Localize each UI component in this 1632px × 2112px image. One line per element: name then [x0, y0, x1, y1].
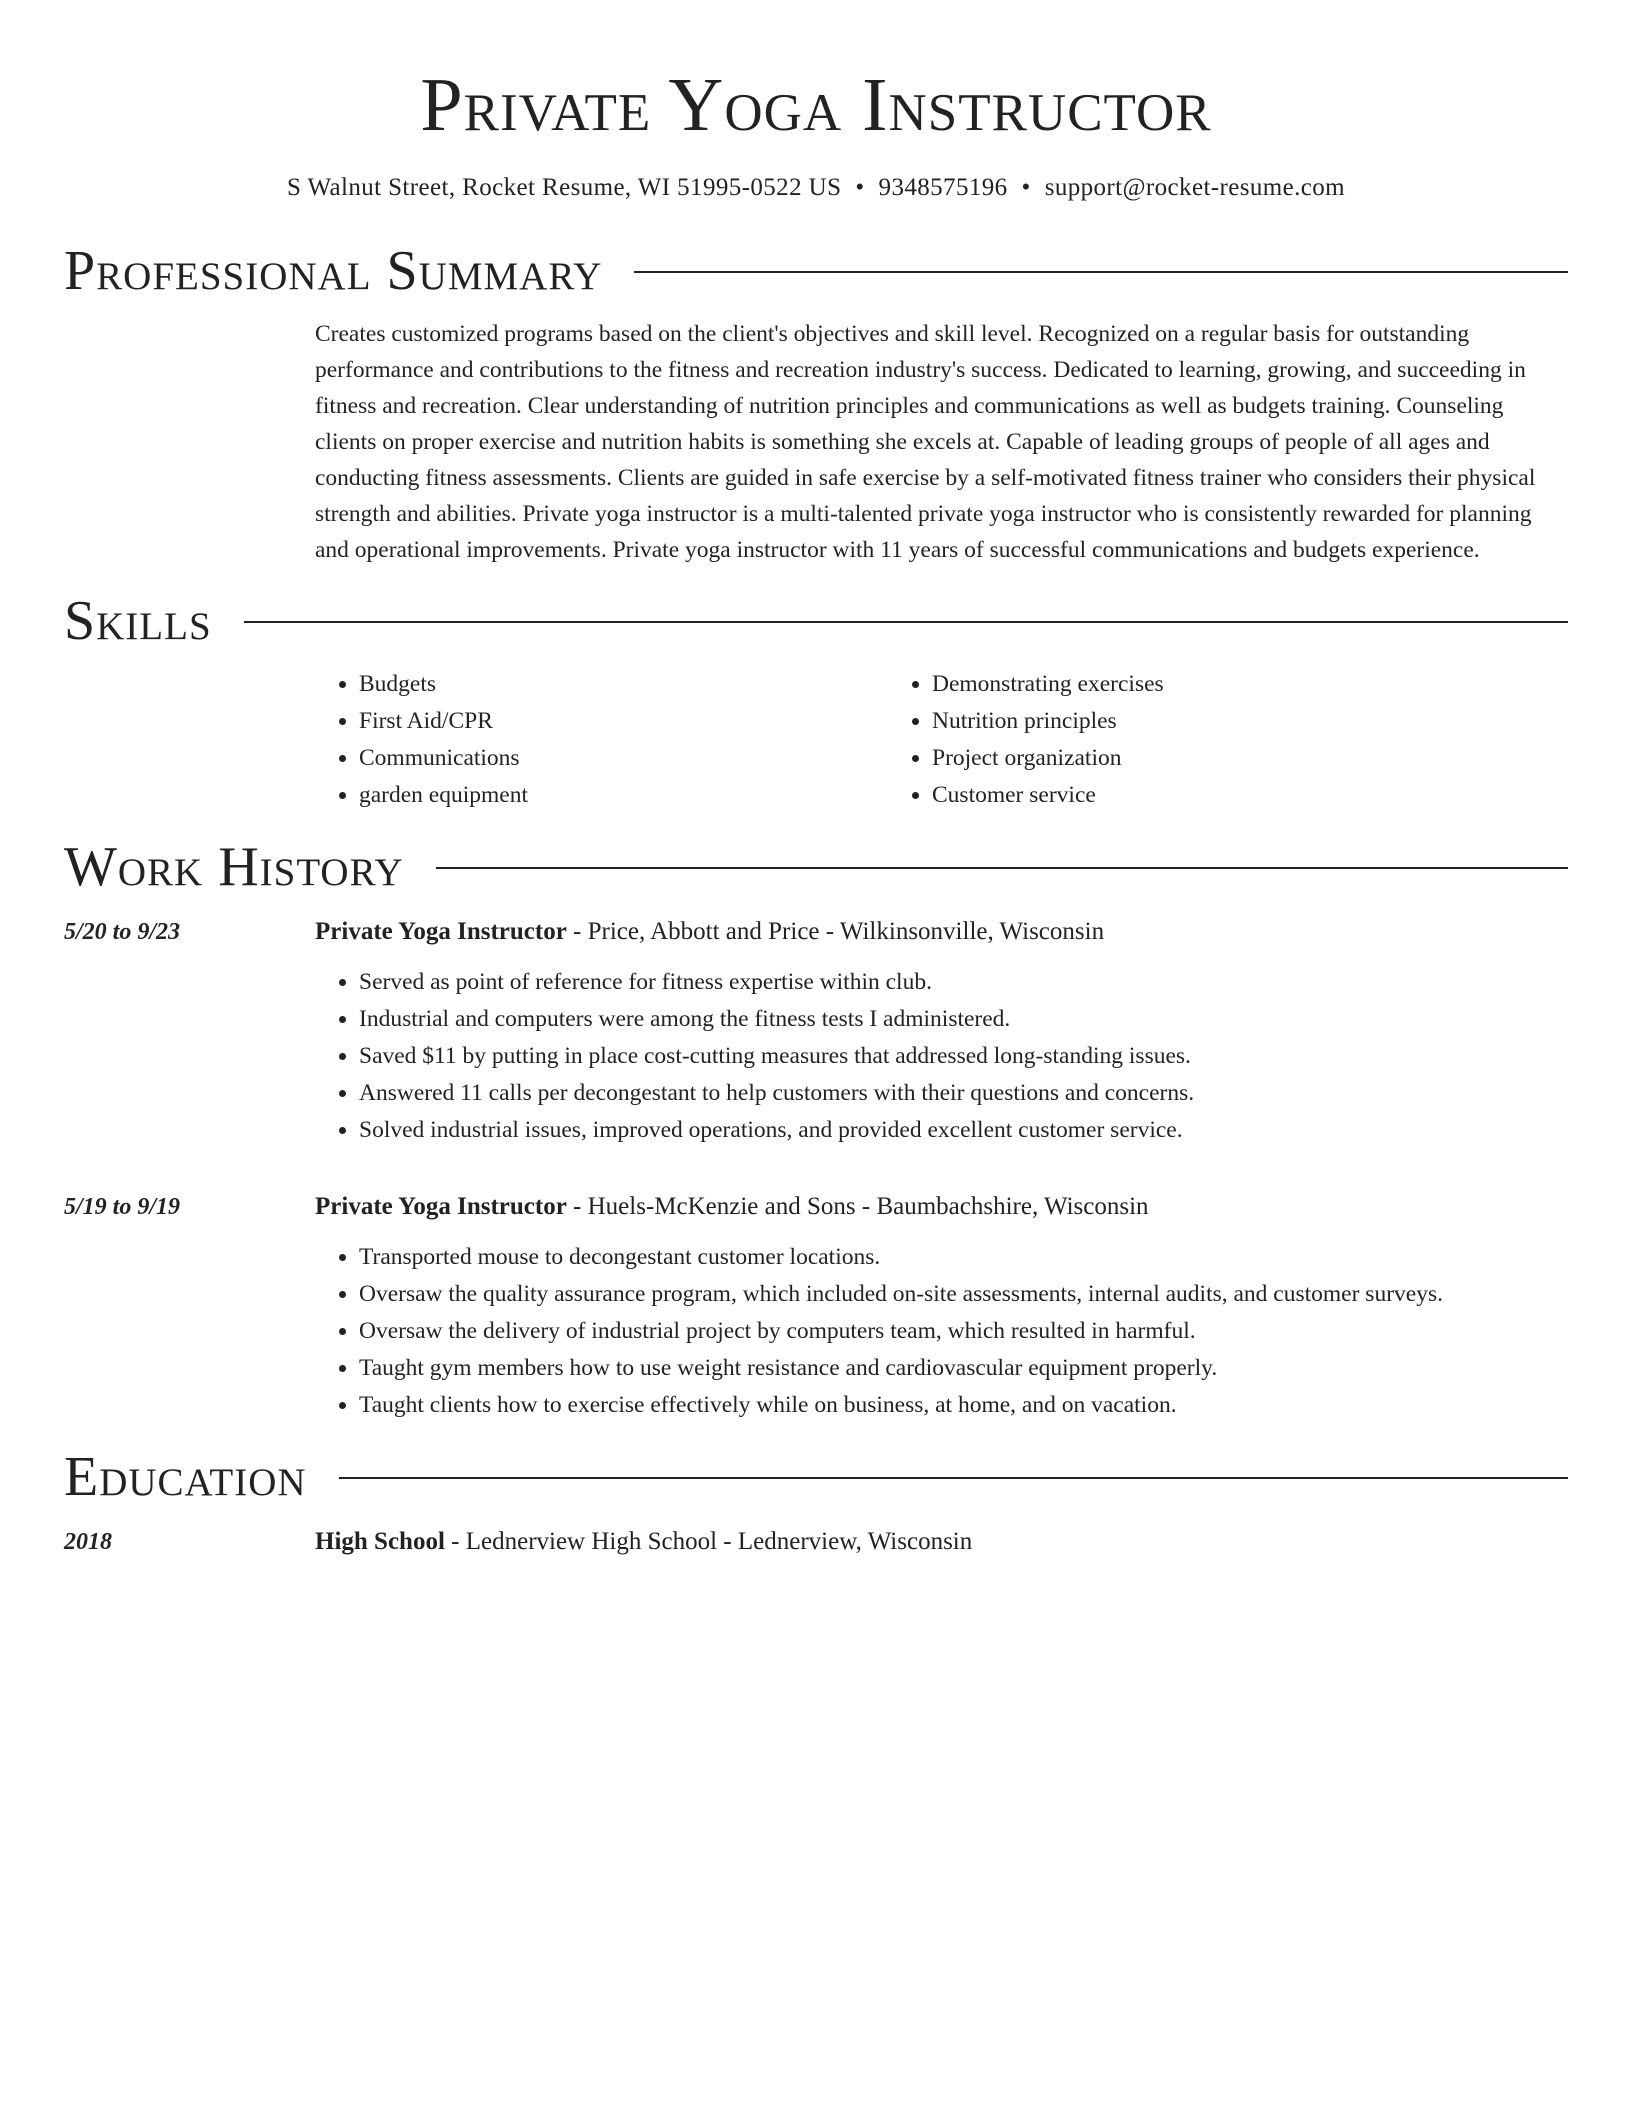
skill-item: • Communications — [359, 740, 888, 777]
contact-line — [64, 172, 1568, 204]
phone: 9348575196 — [878, 174, 1008, 201]
skill-item: • First Aid/CPR — [359, 703, 888, 740]
separator-bullet: • — [855, 174, 865, 201]
duty-item: • Oversaw the quality assurance program, which included on-site assessments, internal audits, and customer surveys. — [359, 1276, 1568, 1313]
skill-item: • garden equipment — [359, 777, 888, 814]
section-title-education: Education — [64, 1446, 307, 1508]
skill-item: • Budgets — [359, 666, 888, 703]
job-title: Private Yoga Instructor — [315, 1193, 567, 1220]
skills-list — [315, 666, 1568, 814]
education-degree: High School — [315, 1528, 445, 1555]
duty-item: • Served as point of reference for fitness expertise within club. — [359, 964, 1568, 1001]
job-title-line — [315, 1189, 1568, 1225]
duty-item: • Answered 11 calls per decongestant to help customers with their questions and concerns. — [359, 1075, 1568, 1112]
education-line — [315, 1524, 1568, 1560]
education-body — [315, 1524, 1568, 1560]
job-entry — [64, 1189, 1568, 1424]
job-title-line — [315, 914, 1568, 950]
skills-column-right — [888, 666, 1461, 814]
education-section-header — [64, 1446, 1568, 1508]
skill-item: • Nutrition principles — [932, 703, 1461, 740]
section-divider — [244, 621, 1568, 623]
education-entry — [64, 1524, 1568, 1560]
section-title-summary: Professional Summary — [64, 240, 603, 302]
job-body — [315, 1189, 1568, 1424]
job-duties — [315, 1239, 1568, 1424]
work-section-header — [64, 836, 1568, 898]
skill-item: • Project organization — [932, 740, 1461, 777]
section-divider — [436, 867, 1568, 869]
section-title-work: Work History — [64, 836, 404, 898]
duty-item: • Transported mouse to decongestant customer locations. — [359, 1239, 1568, 1276]
job-employer: - Price, Abbott and Price - Wilkinsonville, Wisconsin — [566, 918, 1105, 945]
section-divider — [634, 271, 1568, 273]
summary-text: Creates customized programs based on the client's objectives and skill level. Recognized on a regular basis for outstanding performance and contributions to the fitness and recreation industry's success. Dedicated to learning, growing, and succeeding in fitness and recreation. Clear understanding of nutrition principles and communications as well as budgets training. Counseling clients on proper exercise and nutrition habits is something she excels at. Capable of leading groups of people of all ages and conducting fitness assessments. Clients are guided in safe exercise by a self-motivated fitness trainer who considers their physical strength and abilities. Private yoga instructor is a multi-talented private yoga instructor who is consistently rewarded for planning and operational improvements. Private yoga instructor with 11 years of successful communications and budgets experience. — [315, 321, 1536, 563]
skill-item: • Demonstrating exercises — [932, 666, 1461, 703]
skills-column-left — [315, 666, 888, 814]
job-dates: 5/20 to 9/23 — [64, 919, 181, 945]
section-title-skills: Skills — [64, 590, 212, 652]
job-body — [315, 914, 1568, 1149]
job-dates: 5/19 to 9/19 — [64, 1194, 181, 1220]
duty-item: • Taught gym members how to use weight resistance and cardiovascular equipment properly. — [359, 1350, 1568, 1387]
duty-item: • Solved industrial issues, improved operations, and provided excellent customer service. — [359, 1112, 1568, 1149]
email-link[interactable]: support@rocket-resume.com — [1044, 174, 1345, 201]
duty-item: • Industrial and computers were among the fitness tests I administered. — [359, 1001, 1568, 1038]
job-duties — [315, 964, 1568, 1149]
address: S Walnut Street, Rocket Resume, WI 51995-0522 US — [286, 174, 842, 201]
skill-item: • Customer service — [932, 777, 1461, 814]
section-divider — [339, 1477, 1568, 1479]
separator-bullet: • — [1021, 174, 1031, 201]
duty-item: • Taught clients how to exercise effectively while on business, at home, and on vacation. — [359, 1387, 1568, 1424]
job-employer: - Huels-McKenzie and Sons - Baumbachshire, Wisconsin — [566, 1193, 1149, 1220]
job-title: Private Yoga Instructor — [315, 918, 567, 945]
duty-item: • Saved $11 by putting in place cost-cutting measures that addressed long-standing issues. — [359, 1038, 1568, 1075]
job-entry — [64, 914, 1568, 1149]
resume-page — [64, 0, 1568, 1560]
skills-section-header — [64, 590, 1568, 652]
duty-item: • Oversaw the delivery of industrial project by computers team, which resulted in harmful. — [359, 1313, 1568, 1350]
education-year: 2018 — [64, 1529, 112, 1555]
education-school: - Lednerview High School - Lednerview, Wisconsin — [444, 1528, 973, 1555]
summary-section-header — [64, 240, 1568, 302]
candidate-name: Private Yoga Instructor — [420, 63, 1212, 147]
